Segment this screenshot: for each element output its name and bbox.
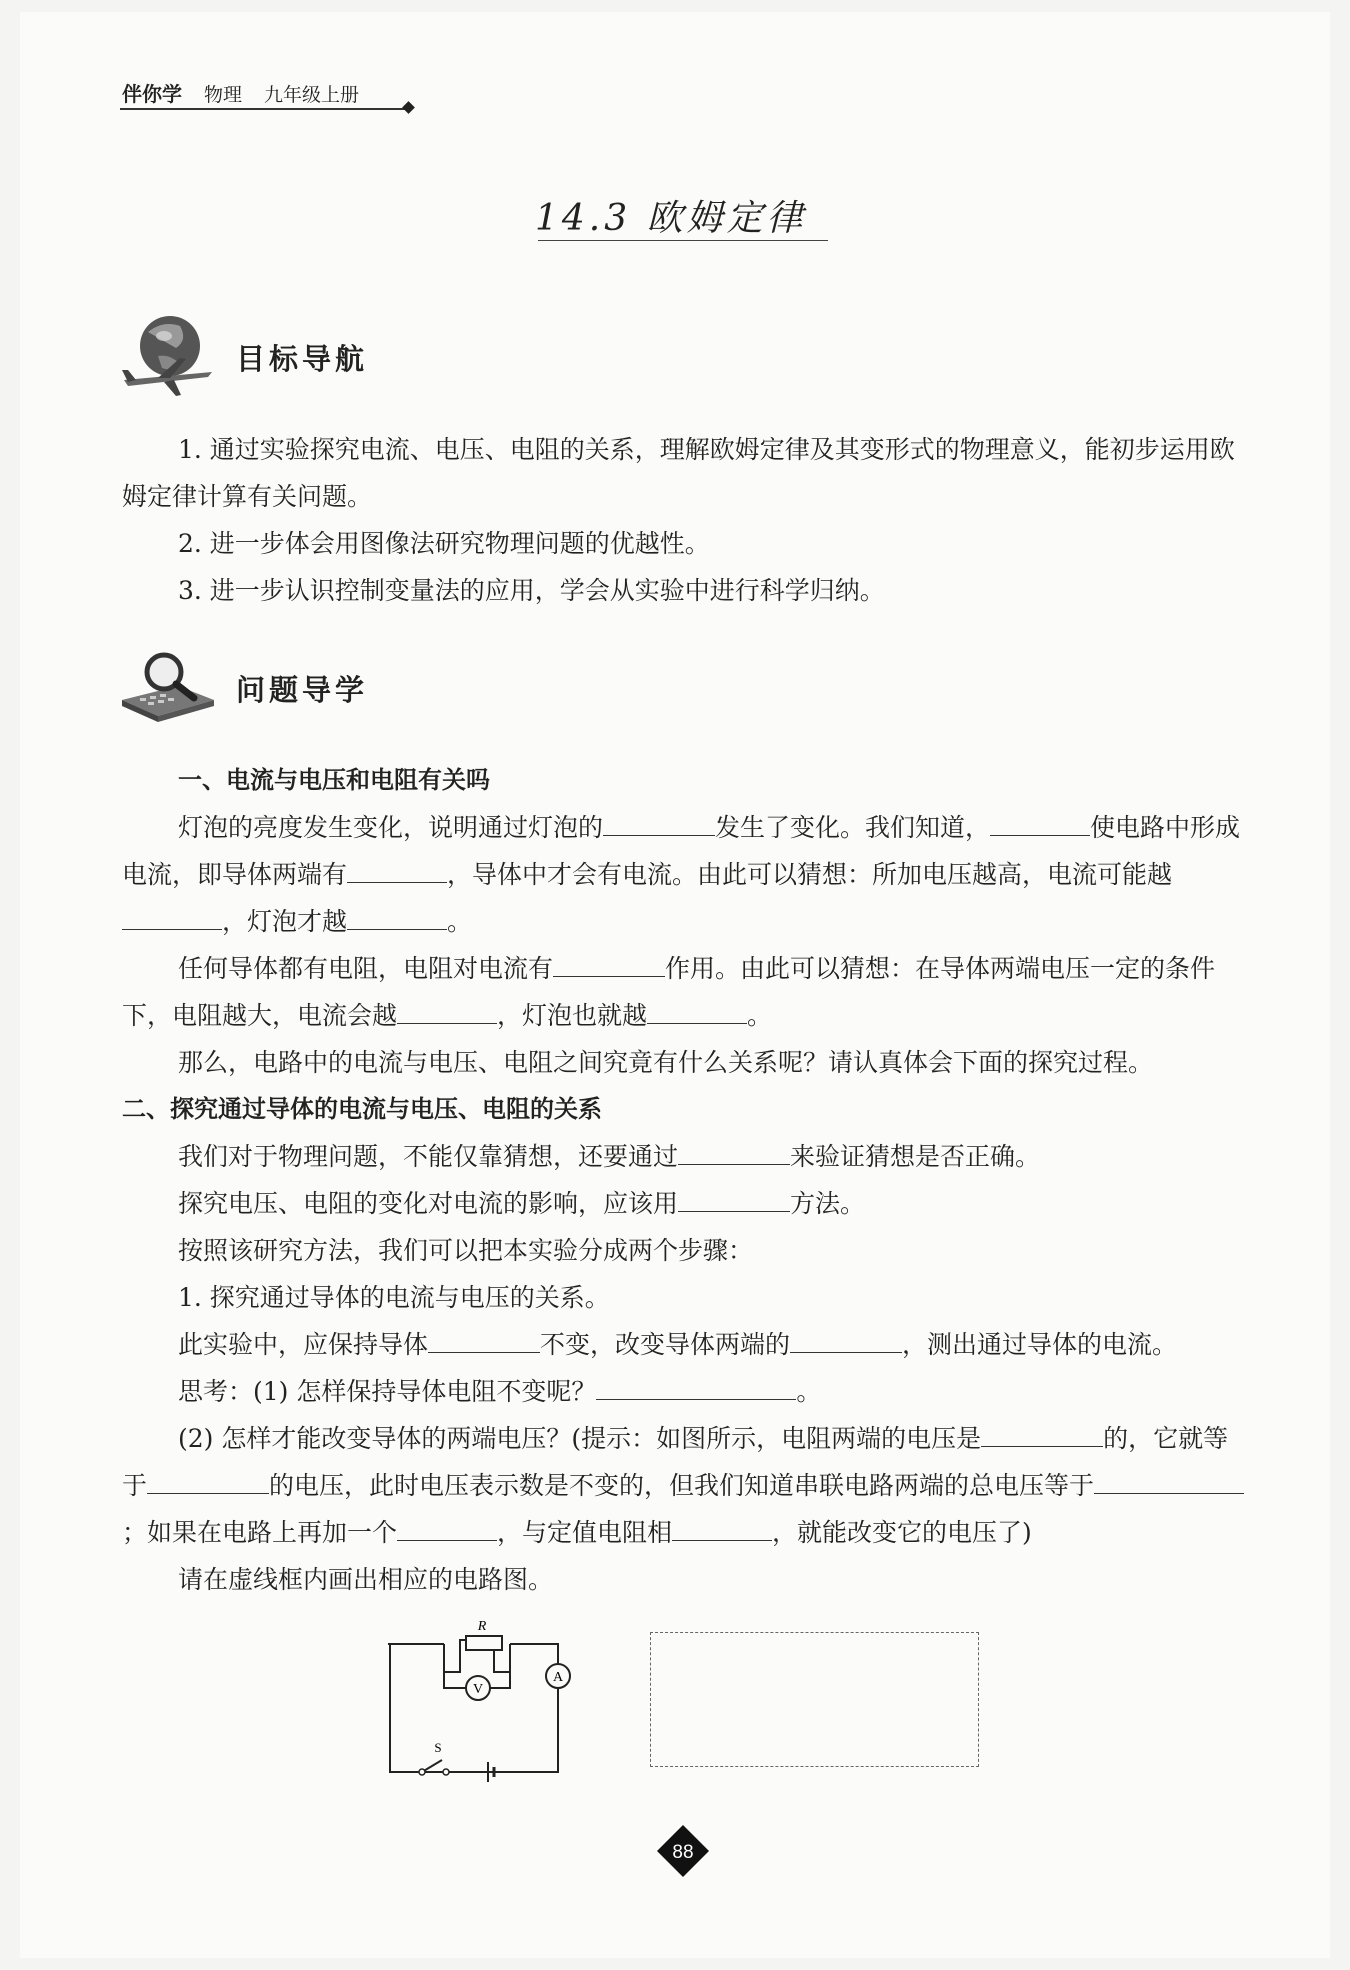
goal-item: 3. 进一步认识控制变量法的应用，学会从实验中进行科学归纳。 bbox=[178, 576, 885, 605]
fill-blank[interactable] bbox=[122, 903, 222, 930]
fill-blank[interactable] bbox=[347, 903, 447, 930]
goals-list bbox=[122, 426, 1250, 614]
page-title: 14.3 欧姆定律 bbox=[535, 198, 807, 239]
subheading-2: 二、探究通过导体的电流与电压、电阻的关系 bbox=[122, 1095, 602, 1123]
paragraph-3: 那么，电路中的电流与电压、电阻之间究竟有什么关系呢？请认真体会下面的探究过程。 bbox=[178, 1048, 1154, 1077]
goal-item: 2. 进一步体会用图像法研究物理问题的优越性。 bbox=[178, 529, 710, 558]
fill-blank[interactable] bbox=[596, 1373, 796, 1400]
header-rule bbox=[120, 108, 410, 110]
fill-blank[interactable] bbox=[147, 1467, 269, 1494]
fill-blank[interactable] bbox=[790, 1326, 902, 1353]
fill-blank[interactable] bbox=[347, 856, 447, 883]
fill-blank[interactable] bbox=[428, 1326, 540, 1353]
ammeter-label: A bbox=[552, 1670, 564, 1685]
paragraph-9: 思考：(1) 怎样保持导体电阻不变呢？ 。 bbox=[122, 1368, 1250, 1415]
switch-label: S bbox=[434, 1740, 442, 1755]
fill-blank[interactable] bbox=[553, 950, 665, 977]
fill-blank[interactable] bbox=[647, 997, 747, 1024]
paragraph-6: 按照该研究方法，我们可以把本实验分成两个步骤： bbox=[178, 1236, 754, 1265]
drawing-box[interactable] bbox=[650, 1632, 979, 1767]
paragraph-8: 此实验中，应保持导体 不变，改变导体两端的 ，测出通过导体的电流。 bbox=[122, 1321, 1250, 1368]
resistor-label: R bbox=[477, 1619, 487, 1634]
section-heading-goals: 目标导航 bbox=[236, 342, 369, 376]
globe-airplane-icon bbox=[118, 310, 218, 402]
page-number-badge bbox=[655, 1823, 711, 1879]
goal-item: 1. 通过实验探究电流、电压、电阻的关系，理解欧姆定律及其变形式的物理意义，能初步运用欧姆定律计算有关问题。 bbox=[122, 435, 1235, 511]
fill-blank[interactable] bbox=[397, 1514, 497, 1541]
subheading-1: 一、电流与电压和电阻有关吗 bbox=[178, 766, 490, 794]
paragraph-1: 灯泡的亮度发生变化，说明通过灯泡的 发生了变化。我们知道， 使电路中形成电流，即导体两端有 ，导体中才会有电流。由此可以猜想：所加电压越高，电流可能越，灯泡才越 。 bbox=[122, 804, 1250, 945]
running-header bbox=[122, 78, 359, 107]
fill-blank[interactable] bbox=[1094, 1467, 1244, 1494]
paragraph-2: 任何导体都有电阻，电阻对电流有 作用。由此可以猜想：在导体两端电压一定的条件下，电阻越大，电流会越 ，灯泡也就越 。 bbox=[122, 945, 1250, 1039]
resistor bbox=[466, 1636, 502, 1650]
fill-blank[interactable] bbox=[603, 809, 715, 836]
voltmeter-label: V bbox=[472, 1682, 484, 1697]
grade: 九年级上册 bbox=[264, 84, 360, 106]
fill-blank[interactable] bbox=[981, 1420, 1103, 1447]
questions-body bbox=[122, 757, 1250, 1603]
page-number: 88 bbox=[672, 1842, 694, 1863]
paragraph-11: 请在虚线框内画出相应的电路图。 bbox=[178, 1565, 554, 1594]
fill-blank[interactable] bbox=[397, 997, 497, 1024]
fill-blank[interactable] bbox=[990, 809, 1090, 836]
fill-blank[interactable] bbox=[678, 1185, 790, 1212]
fill-blank[interactable] bbox=[672, 1514, 772, 1541]
circuit-diagram bbox=[380, 1612, 630, 1782]
paragraph-5: 探究电压、电阻的变化对电流的影响，应该用 方法。 bbox=[122, 1180, 1250, 1227]
section-heading-questions: 问题导学 bbox=[236, 673, 369, 707]
magnifier-icon bbox=[118, 650, 218, 730]
fill-blank[interactable] bbox=[678, 1138, 790, 1165]
series-name: 伴你学 bbox=[122, 82, 182, 106]
paragraph-4: 我们对于物理问题，不能仅靠猜想，还要通过 来验证猜想是否正确。 bbox=[122, 1133, 1250, 1180]
title-underline bbox=[538, 240, 828, 241]
subject: 物理 bbox=[204, 84, 243, 106]
paragraph-10: (2) 怎样才能改变导体的两端电压？(提示：如图所示，电阻两端的电压是 的，它就等于 的电压，此时电压表示数是不变的，但我们知道串联电路两端的总电压等于；如果在电路上再加一个 ，与定值电阻相 ，就能改变它的电压了) bbox=[122, 1415, 1250, 1556]
paragraph-7: 1. 探究通过导体的电流与电压的关系。 bbox=[178, 1283, 610, 1312]
